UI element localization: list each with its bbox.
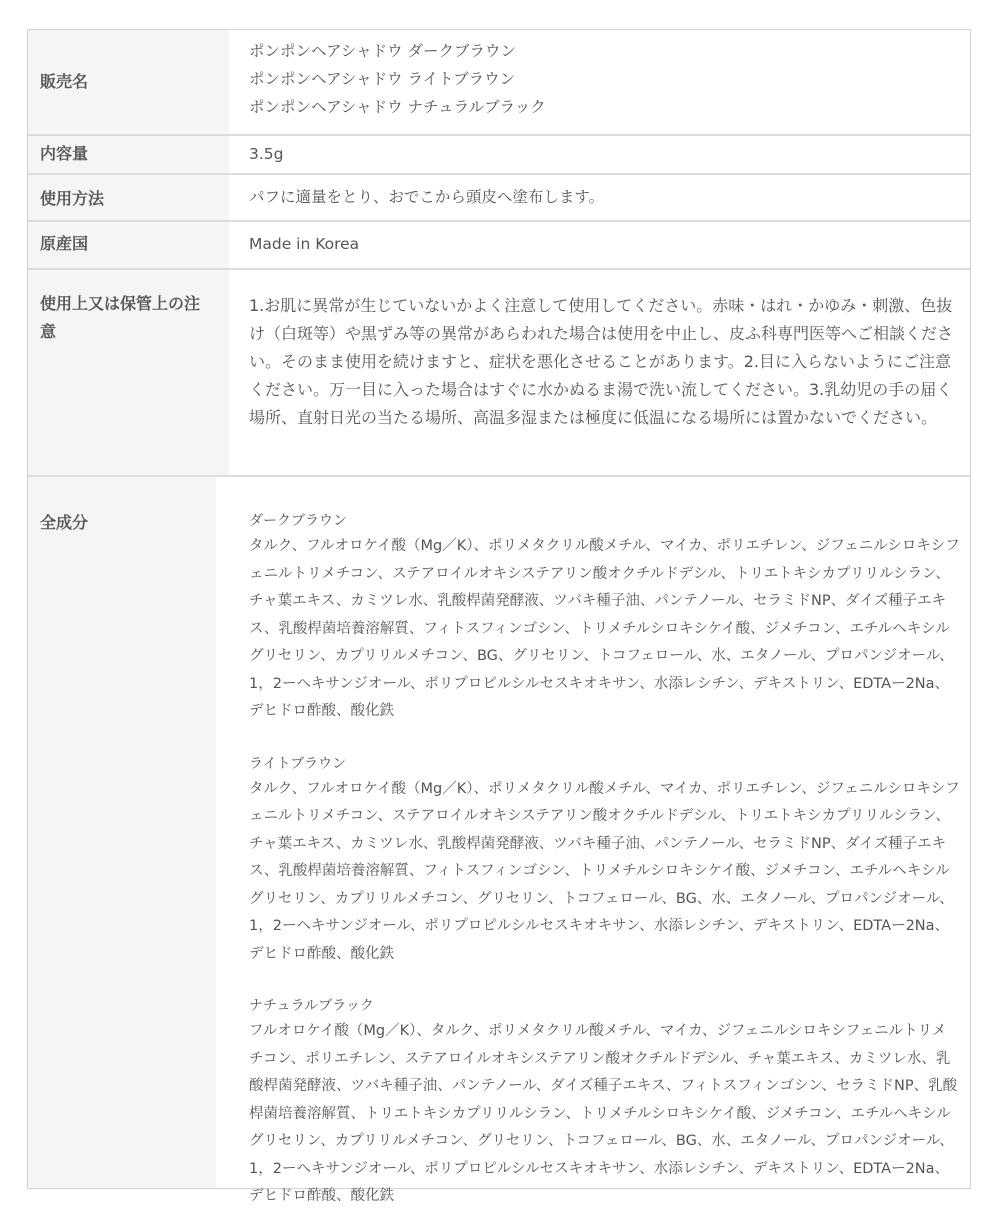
row-content-amount: [28, 136, 970, 173]
origin-label: 原産国: [28, 222, 229, 268]
row-usage: [28, 175, 970, 220]
product-spec-table: [27, 29, 971, 1204]
product-name-line: ポンポンヘアシャドウ ダークブラウン: [249, 42, 517, 60]
ingredients-label: 全成分: [28, 477, 216, 1188]
ingredient-group-name: ライトブラウン: [249, 755, 347, 772]
row-cautions: [28, 270, 970, 475]
usage-value: パフに適量をとり、おでこから頭皮へ塗布します。: [249, 188, 605, 206]
ingredient-group-name: ダークブラウン: [249, 513, 347, 529]
ingredient-list: タルク、フルオロケイ酸（Mg／K）、ポリメタクリル酸メチル、マイカ、ポリエチレン、ジフェニルシロキシフェニルトリメチコン、ステアロイルオキシステアリン酸オクチルドデシル、トリエトキシカプリリルシラン、チャ葉エキス、カミツレ水、乳酸桿菌発酵液、ツバキ種子油、パンテノール、セラミドNP、ダイズ種子エキス、乳酸桿菌培養溶解質、フィトスフィンゴシン、トリメチルシロキシケイ酸、ジメチコン、エチルヘキシルグリセリン、カプリリルメチコン、グリセリン、トコフェロール、BG、水、エタノール、プロパンジオール、1，2ーヘキサンジオール、ポリプロピルシルセスキオキサン、水添レシチン、デキストリン、EDTAー2Na、デヒドロ酢酸、酸化鉄: [249, 780, 960, 962]
ingredients-value: [229, 477, 970, 1204]
ingredient-group-name: ナチュラルブラック: [249, 998, 374, 1014]
ingredient-list: フルオロケイ酸（Mg／K）、タルク、ポリメタクリル酸メチル、マイカ、ジフェニルシロキシフェニルトリメチコン、ポリエチレン、ステアロイルオキシステアリン酸オクチルドデシル、チャ葉エキス、カミツレ水、乳酸桿菌発酵液、ツバキ種子油、パンテノール、ダイズ種子エキス、フィトスフィンゴシン、セラミドNP、乳酸桿菌培養溶解質、トリエトキシカプリリルシラン、トリメチルシロキシケイ酸、ジメチコン、エチルヘキシルグリセリン、カプリリルメチコン、グリセリン、トコフェロール、BG、水、エタノール、プロパンジオール、1，2ーヘキサンジオール、ポリプロピルシルセスキオキサン、水添レシチン、デキストリン、EDTAー2Na、デヒドロ酢酸、酸化鉄: [249, 1023, 958, 1204]
content-amount-value: 3.5g: [249, 145, 284, 163]
cautions-value: [229, 270, 970, 475]
ingredient-group-natural-black: [249, 994, 960, 1211]
product-name-line: ポンポンヘアシャドウ ライトブラウン: [249, 70, 516, 88]
cautions-text: 1.お肌に異常が生じていないかよく注意して使用してください。赤味・はれ・かゆみ・刺激、色抜け（白斑等）や黒ずみ等の異常があらわれた場合は使用を中止し、皮ふ科専門医等へご相談ください。そのまま使用を続けますと、症状を悪化させることがあります。2.目に入らないようにご注意ください。万一目に入った場合はすぐに水かぬるま湯で洗い流してください。3.乳幼児の手の届く場所、直射日光の当たる場所、高温多湿または極度に低温になる場所には置かないでください。: [249, 296, 954, 427]
content-amount-label: 内容量: [28, 136, 229, 173]
row-product-name: [28, 30, 970, 134]
row-ingredients: [28, 477, 970, 1204]
ingredient-list: タルク、フルオロケイ酸（Mg／K）、ポリメタクリル酸メチル、マイカ、ポリエチレン、ジフェニルシロキシフェニルトリメチコン、ステアロイルオキシステアリン酸オクチルドデシル、トリエトキシカプリリルシラン、チャ葉エキス、カミツレ水、乳酸桿菌発酵液、ツバキ種子油、パンテノール、セラミドNP、ダイズ種子エキス、乳酸桿菌培養溶解質、フィトスフィンゴシン、トリメチルシロキシケイ酸、ジメチコン、エチルヘキシルグリセリン、カプリリルメチコン、BG、グリセリン、トコフェロール、水、エタノール、プロパンジオール、1，2ーヘキサンジオール、ポリプロピルシルセスキオキサン、水添レシチン、デキストリン、EDTAー2Na、デヒドロ酢酸、酸化鉄: [249, 538, 960, 719]
ingredient-group-dark-brown: [249, 509, 960, 726]
product-name-line: ポンポンヘアシャドウ ナチュラルブラック: [249, 98, 546, 116]
product-name-label: 販売名: [28, 30, 229, 134]
usage-label: 使用方法: [28, 175, 229, 220]
ingredient-group-light-brown: [249, 752, 960, 969]
row-origin: [28, 222, 970, 268]
product-name-value: [229, 30, 970, 134]
cautions-label: 使用上又は保管上の注意: [28, 270, 229, 475]
origin-value: Made in Korea: [249, 235, 360, 253]
